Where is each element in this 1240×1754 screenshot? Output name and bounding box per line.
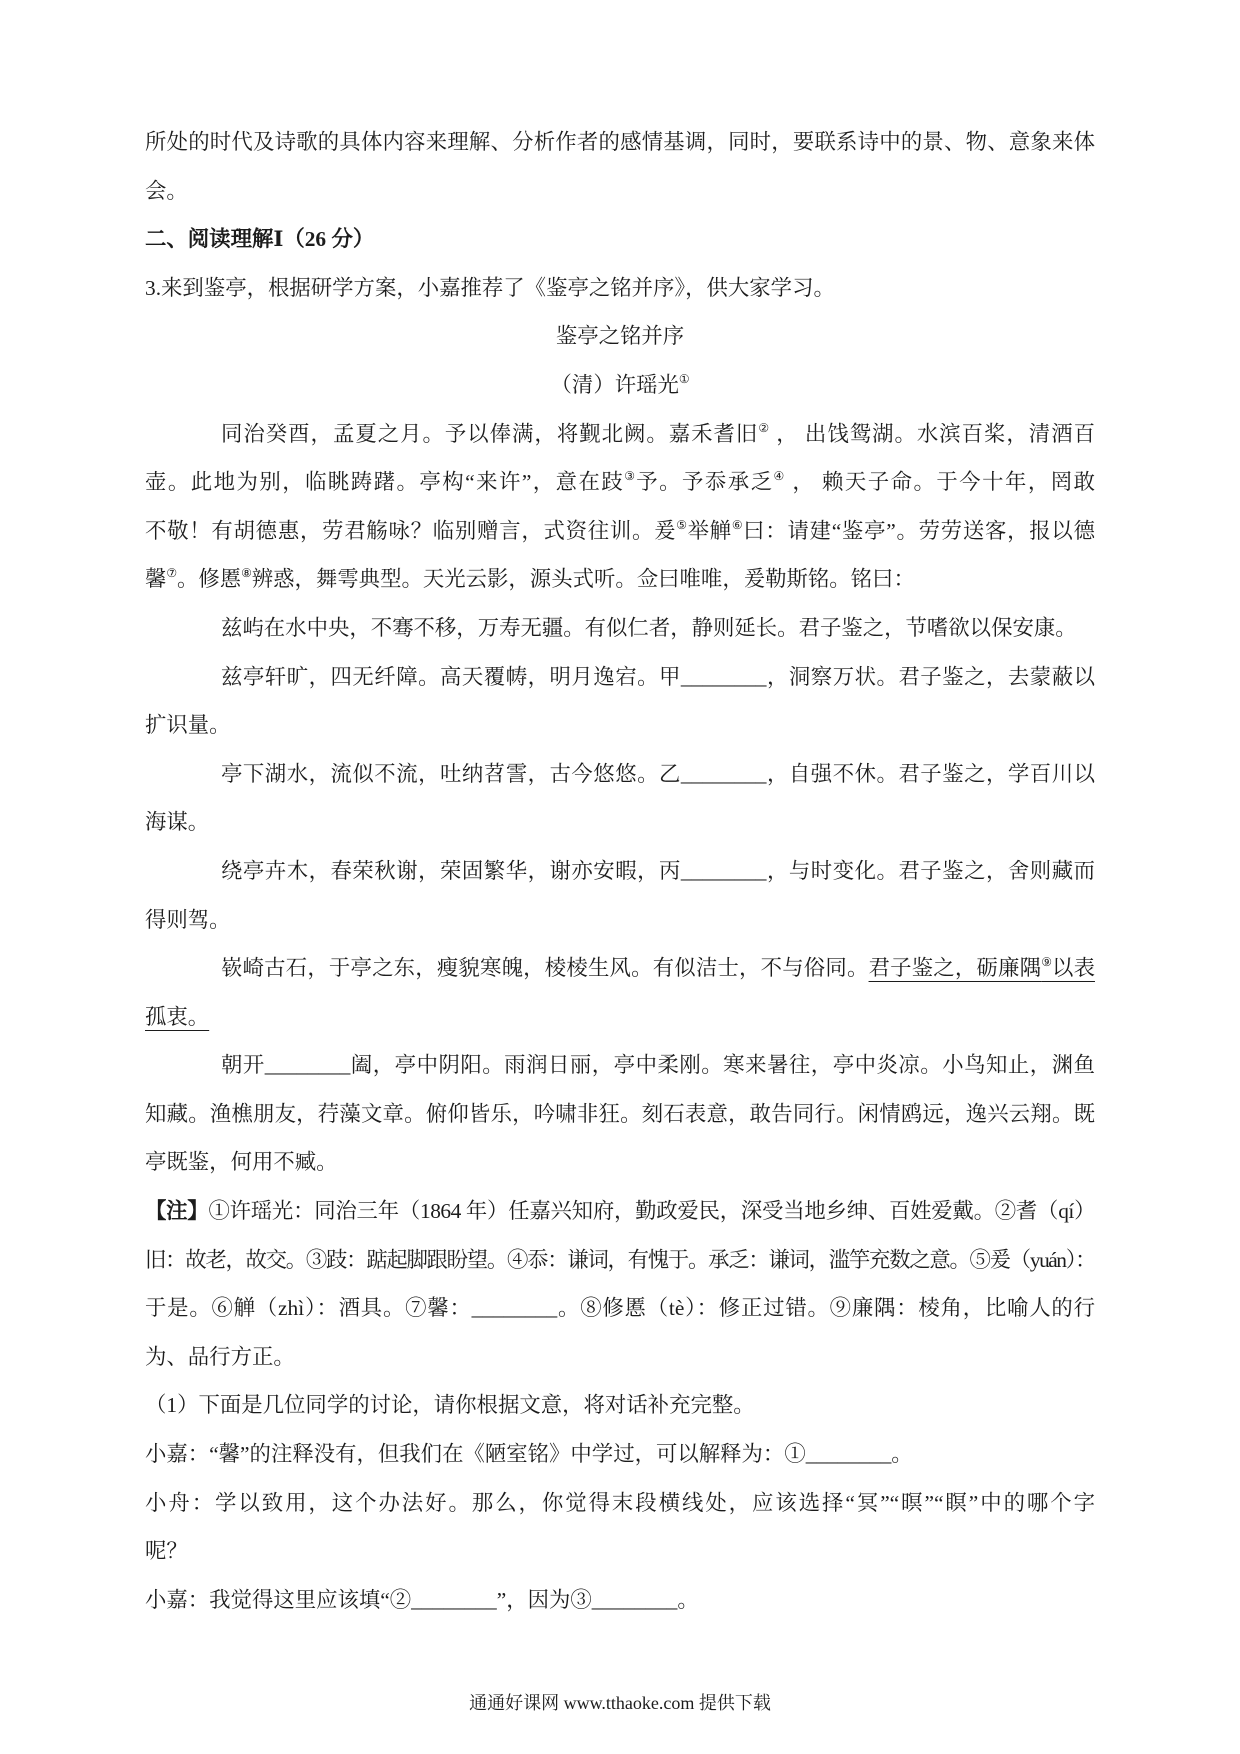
previous-answer-line: 所处的时代及诗歌的具体内容来理解、分析作者的感情基调，同时，要联系诗中的景、物、意象来体 [145,130,1095,154]
text-run: 同治癸酉，孟夏之月。予以俸满，将觐北阙。嘉禾耆旧 [221,421,759,446]
passage-title: 鉴亭之铭并序 [555,324,685,349]
section-heading: 二、阅读理解Ⅰ（26 分） [145,227,375,252]
preface-line [145,555,1095,604]
note-line: 旧：故老，故交。③跂：踮起脚跟盼望。④忝：谦词，有愧于。承乏：谦词，滥竽充数之意。⑤爰（yuán）： [145,1247,1095,1272]
text-run: ， 赖天子命。于今十年，罔敢 [785,470,1095,495]
text-run: 。修慝 [176,567,242,592]
inscription-line [145,944,1095,993]
text-run: 曰：请建“鉴亭”。劳劳送客，报以德 [743,518,1095,543]
footnote-marker: ① [678,373,690,387]
preface-line [145,507,1095,556]
text-run: 辨惑，舞雩典型。天光云影，源头式听。佥曰唯唯，爰勒斯铭。铭曰： [251,567,915,592]
passage-author [145,361,1095,410]
footnote-marker: ⑨ [1041,956,1052,970]
inscription-line: 海谋。 [145,810,210,835]
footnote-marker: ④ [773,470,786,484]
author-name: （清）许瑶光 [550,372,679,397]
text-run: 君子鉴之，砺廉隅 [868,956,1042,981]
underlined-text [869,956,1095,980]
footnote-marker: ⑦ [166,567,177,581]
footnote-marker: ⑥ [731,518,744,532]
underlined-text: 孤衷。 [145,1004,210,1029]
text-run: 以表 [1051,956,1095,981]
text-run: 不敬！有胡德惠，劳君觞咏？临别赠言，式资往训。爰 [145,518,677,543]
preface-line [145,410,1095,459]
inscription-line: 知藏。渔樵朋友，荇藻文章。俯仰皆乐，吟啸非狂。刻石表意，敢告同行。闲情鸥远，逸兴云翔。既 [145,1101,1095,1126]
question-stem: 3.来到鉴亭，根据研学方案，小嘉推荐了《鉴亭之铭并序》，供大家学习。 [145,275,835,300]
inscription-line: 亭既鉴，何用不臧。 [145,1150,338,1175]
previous-answer-line: 会。 [145,178,188,203]
text-run: 举觯 [687,518,732,543]
inscription-line: 兹亭轩旷，四无纤障。高天覆帱，明月逸宕。甲________，洞察万状。君子鉴之，去蒙蔽以 [221,664,1095,689]
note-line: 为、品行方正。 [145,1344,295,1369]
inscription-line: 得则驾。 [145,907,231,932]
inscription-line: 绕亭卉木，春荣秋谢，荣固繁华，谢亦安暇，丙________，与时变化。君子鉴之，舍则藏而 [221,858,1095,883]
dialogue-line: 小嘉：“馨”的注释没有，但我们在《陋室铭》中学过，可以解释为：①________。 [145,1442,913,1467]
footnote-marker: ② [758,421,770,435]
inscription-line [145,993,1095,1042]
text-run: 馨 [145,567,167,592]
note-line [145,1187,1095,1236]
footnote-marker: ⑧ [241,567,252,581]
dialogue-line: 呢？ [145,1539,188,1564]
text-run: 予。予忝承乏 [636,470,774,495]
preface-line [145,458,1095,507]
footer-credit: 通通好课网 www.tthaoke.com 提供下载 [469,1693,771,1713]
inscription-line: 扩识量。 [145,713,231,738]
text-run: 嵚崎古石，于亭之东，瘦貌寒魄，棱棱生风。有似洁士，不与俗同。 [221,956,869,981]
footnote-marker: ③ [624,470,637,484]
footnote-marker: ⑤ [676,518,688,532]
dialogue-line: 小嘉：我觉得这里应该填“②________”，因为③________。 [145,1587,699,1612]
notes-label: 【注】 [145,1199,209,1224]
note-line: 于是。⑥觯（zhì）：酒具。⑦馨：________。⑧修慝（tè）：修正过错。⑨廉隅：棱角，比喻人的行 [145,1296,1095,1321]
text-run: ①许瑶光：同治三年（1864 年）任嘉兴知府，勤政爱民，深受当地乡绅、百姓爱戴。②耆（qí） [208,1199,1095,1224]
text-run: ， 出饯鸳湖。水滨百桨，清酒百 [769,421,1095,446]
text-run: 壶。此地为别，临眺踌躇。亭构“来许”，意在跂 [145,470,625,495]
subquestion-prompt: （1）下面是几位同学的讨论，请你根据文意，将对话补充完整。 [145,1393,755,1418]
inscription-line: 亭下湖水，流似不流，吐纳苕霅，古今悠悠。乙________，自强不休。君子鉴之，学百川以 [221,761,1095,786]
inscription-line: 朝开________阖，亭中阴阳。雨润日丽，亭中柔刚。寒来暑往，亭中炎凉。小鸟知止，渊鱼 [221,1053,1095,1078]
dialogue-line: 小舟：学以致用，这个办法好。那么，你觉得末段横线处，应该选择“冥”“暝”“瞑”中的哪个字 [145,1490,1095,1515]
document-body [145,118,1095,1624]
inscription-line: 兹屿在水中央，不骞不移，万寿无疆。有似仁者，静则延长。君子鉴之，节嗜欲以保安康。 [221,615,1077,640]
